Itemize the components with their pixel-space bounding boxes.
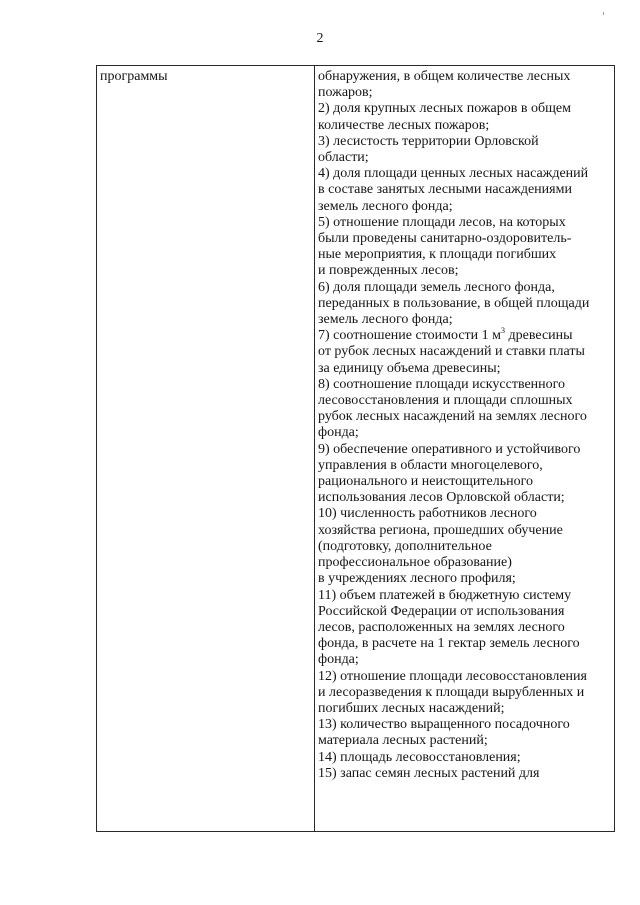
line-text: лесов, расположенных на землях лесного xyxy=(318,619,565,635)
right-cell-line xyxy=(318,377,614,393)
line-text: материала лесных растений; xyxy=(318,733,488,749)
right-cell xyxy=(318,69,614,782)
right-cell-line xyxy=(318,361,614,377)
right-cell-line xyxy=(318,620,614,636)
line-text: области; xyxy=(318,150,369,166)
line-text: использования лесов Орловской области; xyxy=(318,490,565,506)
right-cell-line xyxy=(318,215,614,231)
right-cell-line xyxy=(318,442,614,458)
right-cell-line xyxy=(318,425,614,441)
line-text: 4) доля площади ценных лесных насаждений xyxy=(318,166,589,182)
line-text: 10) численность работников лесного xyxy=(318,506,537,522)
line-text: количестве лесных пожаров; xyxy=(318,117,490,133)
cubic-superscript: 3 xyxy=(501,326,506,336)
line-text: фонда, в расчете на 1 гектар земель лесного xyxy=(318,636,580,652)
line-text: земель лесного фонда; xyxy=(318,312,453,328)
right-cell-line xyxy=(318,766,614,782)
line-text: в составе занятых лесными насаждениями xyxy=(318,182,572,198)
right-cell-line xyxy=(318,701,614,717)
right-cell-line xyxy=(318,280,614,296)
right-cell-line xyxy=(318,474,614,490)
right-cell-line xyxy=(318,458,614,474)
right-cell-line xyxy=(318,263,614,279)
right-cell-line xyxy=(318,328,614,344)
right-cell-line xyxy=(318,652,614,668)
line-text: обнаружения, в общем количестве лесных xyxy=(318,69,571,84)
line-text: фонда; xyxy=(318,425,359,441)
line-text: и поврежденных лесов; xyxy=(318,263,459,279)
line-text: 8) соотношение площади искусственного xyxy=(318,376,566,392)
line-text: ные мероприятия, к площади погибших xyxy=(318,247,557,263)
right-cell-line xyxy=(318,166,614,182)
right-cell-line xyxy=(318,669,614,685)
right-cell-line xyxy=(318,296,614,312)
line-text: 7) соотношение стоимости 1 м xyxy=(318,328,502,344)
right-cell-line xyxy=(318,118,614,134)
right-cell-line xyxy=(318,604,614,620)
right-cell-line xyxy=(318,231,614,247)
right-cell-line xyxy=(318,733,614,749)
page-number: 2 xyxy=(316,31,324,46)
line-text: погибших лесных насаждений; xyxy=(318,700,505,716)
line-text: были проведены санитарно-оздоровитель- xyxy=(318,231,572,247)
right-cell-line xyxy=(318,685,614,701)
right-cell-line xyxy=(318,506,614,522)
right-cell-line xyxy=(318,344,614,360)
left-cell: программы xyxy=(100,69,168,84)
right-cell-line xyxy=(318,539,614,555)
line-text: переданных в пользование, в общей площади xyxy=(318,295,590,311)
scan-mark xyxy=(603,12,604,15)
line-text: управления в области многоцелевого, xyxy=(318,457,543,473)
line-text: профессиональное образование) xyxy=(318,555,512,571)
line-text: Российской Федерации от использования xyxy=(318,603,565,619)
right-cell-line xyxy=(318,409,614,425)
line-text: в учреждениях лесного профиля; xyxy=(318,571,516,587)
right-cell-line xyxy=(318,588,614,604)
line-text: 14) площадь лесовосстановления; xyxy=(318,749,521,765)
line-tail: древесины xyxy=(505,328,573,344)
right-cell-line xyxy=(318,150,614,166)
right-cell-line xyxy=(318,636,614,652)
right-cell-line xyxy=(318,571,614,587)
line-text: 11) объем платежей в бюджетную систему xyxy=(318,587,572,603)
line-text: земель лесного фонда; xyxy=(318,198,453,214)
right-cell-line xyxy=(318,523,614,539)
right-cell-line xyxy=(318,247,614,263)
line-text: 9) обеспечение оперативного и устойчивого xyxy=(318,441,581,457)
right-cell-line xyxy=(318,85,614,101)
column-divider xyxy=(314,66,315,831)
right-cell-line xyxy=(318,101,614,117)
right-cell-line xyxy=(318,312,614,328)
line-text: фонда; xyxy=(318,652,359,668)
line-text: пожаров; xyxy=(318,85,373,101)
line-text: 6) доля площади земель лесного фонда, xyxy=(318,279,555,295)
line-text: 3) лесистость территории Орловской xyxy=(318,133,539,149)
line-text: хозяйства региона, прошедших обучение xyxy=(318,522,563,538)
line-text: 5) отношение площади лесов, на которых xyxy=(318,214,566,230)
line-text: лесовосстановления и площади сплошных xyxy=(318,393,573,409)
right-cell-line xyxy=(318,134,614,150)
right-cell-line xyxy=(318,750,614,766)
right-cell-line xyxy=(318,69,614,85)
line-text: 13) количество выращенного посадочного xyxy=(318,717,570,733)
line-text: (подготовку, дополнительное xyxy=(318,538,492,554)
right-cell-line xyxy=(318,182,614,198)
indicators-table xyxy=(96,65,615,832)
right-cell-line xyxy=(318,393,614,409)
line-text: 15) запас семян лесных растений для xyxy=(318,765,540,781)
right-cell-line xyxy=(318,555,614,571)
right-cell-line xyxy=(318,717,614,733)
line-text: 12) отношение площади лесовосстановления xyxy=(318,668,587,684)
line-text: рубок лесных насаждений на землях лесного xyxy=(318,409,587,425)
line-text: и лесоразведения к площади вырубленных и xyxy=(318,684,585,700)
right-cell-line xyxy=(318,490,614,506)
line-text: от рубок лесных насаждений и ставки платы xyxy=(318,344,585,360)
line-text: рационального и неистощительного xyxy=(318,474,533,490)
line-text: за единицу объема древесины; xyxy=(318,360,501,376)
right-cell-line xyxy=(318,199,614,215)
line-text: 2) доля крупных лесных пожаров в общем xyxy=(318,101,571,117)
